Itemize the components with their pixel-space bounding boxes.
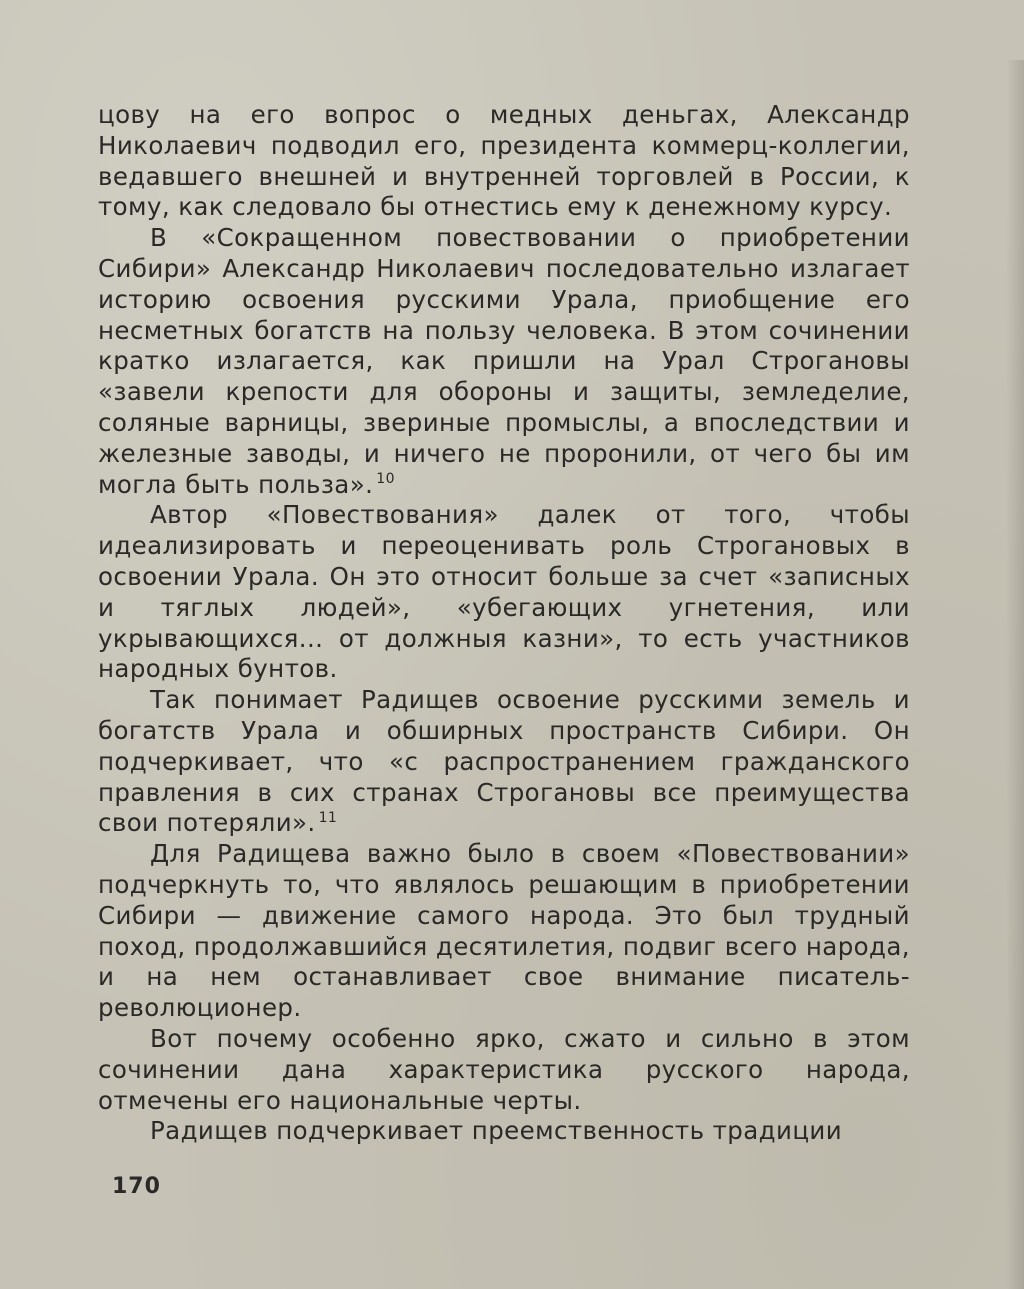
paragraph-6: Вот почему особенно ярко, сжато и сильно в этом сочинении дана характеристика русского народа, отмечены его национальные черты. — [98, 1023, 910, 1115]
footnote-marker-11: 11 — [318, 810, 338, 827]
page-number: 170 — [112, 1174, 161, 1199]
footnote-marker-10: 10 — [376, 471, 395, 488]
paragraph-5: Для Радищева важно было в своем «Повествовании» подчеркнуть то, что являлось решающим в приобретении Сибири — движение самого народа. Это был трудный поход, продолжавшийся десятилетия, подвиг всего народа, и на нем останавливает свое внимание писатель-революционер. — [98, 839, 910, 1023]
paragraph-1: цову на его вопрос о медных деньгах, Александр Николаевич подводил его, президента коммерц-коллегии, ведавшего внешней и внутренней торговлей в России, к тому, как следовало бы отнестись ему к денежному курсу. — [98, 100, 910, 222]
body-text — [98, 100, 910, 1147]
paragraph-7: Радищев подчеркивает преемственность традиции — [150, 1116, 843, 1146]
page-edge-shadow — [1006, 60, 1024, 1289]
paragraph-3: Автор «Повествования» далек от того, чтобы идеализировать и переоценивать роль Строгановых в освоении Урала. Он это относит больше за счет «записных и тяглых людей», «убегающих угнетения, или укрывающихся... от должныя казни», то есть участников народных бунтов. — [98, 500, 910, 684]
paragraph-4: Так понимает Радищев освоение русскими земель и богатств Урала и обширных пространств Сибири. Он подчеркивает, что «с распространением гражданского правления в сих странах Строгановы все преимущества свои потеряли». $^{11}$ — [98, 685, 910, 838]
paragraph-2: В «Сокращенном повествовании о приобретении Сибири» Александр Николаевич последовательно излагает историю освоения русскими Урала, приобщение его несметных богатств на пользу человека. В этом сочинении кратко излагается, как пришли на Урал Строгановы «завели крепости для обороны и защиты, земледелие, соляные варницы, звериные промыслы, а впоследствии и железные заводы, и ничего не проронили, от чего бы им могла быть польза». $^{10}$ — [98, 223, 910, 499]
